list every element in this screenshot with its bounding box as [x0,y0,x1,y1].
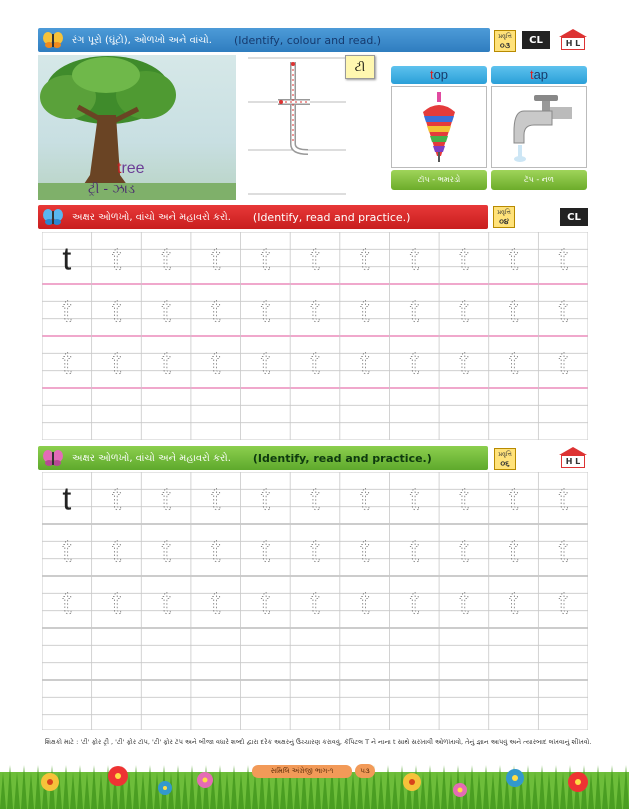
section2-title-gu: અક્ષર ઓળખો, વાંચો અને મહાવરો કરો. [72,211,231,223]
grid2-trace-letter: t [112,480,121,517]
grid1-trace-letter: t [360,292,370,329]
activity-badge: પ્રવૃત્તિ ૦૩ [494,30,516,52]
grid1-trace-letter: t [211,292,221,329]
grid1-trace-letter: t [211,240,221,277]
grid1-trace-letter: t [360,344,370,381]
grid1-trace-letter: t [62,292,72,329]
butterfly-icon [38,447,68,469]
caption-top: ટૉપ - ભમરડો [391,170,487,190]
book-title-label: સમિલિ અંગ્રેજી ભાગ-૧ [252,765,352,778]
water-tap-icon [491,86,587,168]
grid1-trace-letter: t [310,344,320,381]
grid1-trace-letter: t [310,240,320,277]
grid2-trace-letter: t [360,532,370,569]
section3-title-gu: અક્ષર ઓળખો, વાંચો અને મહાવરો કરો. [72,452,231,464]
grid2-trace-letter: t [310,532,320,569]
grid2-trace-letter: t [112,584,121,621]
grass-flowers-decoration [0,752,629,809]
grid1-trace-letter: t [161,344,171,381]
grid1-trace-letter: t [459,344,469,381]
grid2-trace-letter: t [260,584,270,621]
grid1-trace-letter: t [260,292,270,329]
section1-title-gu: રંગ પૂરો (ઘૂંટો), ઓળખો અને વાંચો. [72,34,212,46]
butterfly-icon [38,206,68,228]
grid1-trace-letter: t [112,344,121,381]
grid1-trace-letter: t [509,344,518,381]
cl-badge: CL [522,31,550,49]
activity-badge: પ્રવૃત્તિ ૦૪ [493,206,515,228]
grid2-trace-letter: t [62,584,72,621]
grid2-trace-letter: t [211,584,221,621]
practice-grid-2 [42,472,588,730]
tree-word: tree [117,160,145,177]
grid2-trace-letter: t [260,480,270,517]
section3-title-en: (Identify, read and practice.) [252,451,432,465]
grid2-trace-letter: t [161,532,171,569]
grid2-trace-letter: t [211,532,221,569]
grid1-trace-letter: t [161,292,171,329]
grid1-trace-letter: t [360,240,370,277]
grid1-trace-letter: t [509,240,518,277]
grid2-trace-letter: t [260,532,270,569]
grid1-trace-letter: t [409,292,419,329]
tree-picture [38,55,236,200]
grid2-trace-letter: t [509,584,518,621]
grid2-trace-letter: t [360,480,370,517]
hl-house-icon: H L [557,447,589,469]
grid2-trace-letter: t [211,480,221,517]
teacher-note: શિક્ષકો માટે : 'ટી' ફોર ટ્રી , 'ટી' ફોર ટૉપ, 'ટી' ફોર ટૅપ અને બીજા વધારે શબ્દો દ્વારા દરેક અક્ષરનું ઉચ્ચારણ કરાવવું, કૅપિટલ T ને નાના t સાથે સરખાવી ઓળખાવો, તેનું જ્ઞાન આપવું અને ત્યારબાદ લખવાનું શીખવો. [44,738,592,746]
grid2-trace-letter: t [62,532,72,569]
practice-grid-1 [42,232,588,440]
grid1-trace-letter: t [62,344,72,381]
grid1-model-letter: t [62,240,72,277]
grid1-trace-letter: t [211,344,221,381]
grid2-trace-letter: t [558,532,568,569]
grid1-trace-letter: t [112,240,121,277]
grid1-trace-letter: t [558,292,568,329]
grid2-trace-letter: t [161,584,171,621]
page-number: ૫૩ [355,764,375,778]
grid2-trace-letter: t [459,532,469,569]
grid2-trace-letter: t [409,584,419,621]
tree-gujarati: ટ્રી - ઝાડ [88,182,135,197]
activity-badge: પ્રવૃત્તિ ૦૬ [494,448,516,470]
grid2-trace-letter: t [161,480,171,517]
grid2-trace-letter: t [459,584,469,621]
grid2-trace-letter: t [558,480,568,517]
spinning-top-icon [391,86,487,168]
word-tap: tap [491,66,587,84]
grid1-trace-letter: t [112,292,121,329]
grid1-trace-letter: t [459,292,469,329]
grid1-trace-letter: t [459,240,469,277]
cl-badge: CL [560,208,588,226]
grid1-trace-letter: t [409,240,419,277]
section3-header-bar [38,446,488,470]
grid1-trace-letter: t [260,344,270,381]
grid2-trace-letter: t [310,480,320,517]
word-top: top [391,66,487,84]
butterfly-icon [38,29,68,51]
letter-tag: ટી [345,55,375,79]
grid2-trace-letter: t [310,584,320,621]
grid1-trace-letter: t [509,292,518,329]
grid2-trace-letter: t [409,532,419,569]
word-card-tap [491,66,587,192]
grid1-trace-letter: t [310,292,320,329]
word-card-top [391,66,487,192]
grid2-trace-letter: t [459,480,469,517]
section2-header-bar [38,205,488,229]
grid2-trace-letter: t [360,584,370,621]
grid2-trace-letter: t [558,584,568,621]
hl-house-icon: H L [557,29,589,51]
letter-t-tracing-guide [248,56,346,196]
caption-tap: ટૅપ - નળ [491,170,587,190]
grid2-trace-letter: t [409,480,419,517]
section1-header-bar [38,28,490,52]
grid2-trace-letter: t [509,532,518,569]
grid1-trace-letter: t [409,344,419,381]
grid2-trace-letter: t [112,532,121,569]
grid1-trace-letter: t [161,240,171,277]
section2-title-en: (Identify, read and practice.) [252,210,411,224]
grid1-trace-letter: t [558,240,568,277]
grid2-model-letter: t [62,480,72,517]
section1-title-en: (Identify, colour and read.) [233,33,382,47]
grid2-trace-letter: t [509,480,518,517]
grid1-trace-letter: t [558,344,568,381]
grid1-trace-letter: t [260,240,270,277]
